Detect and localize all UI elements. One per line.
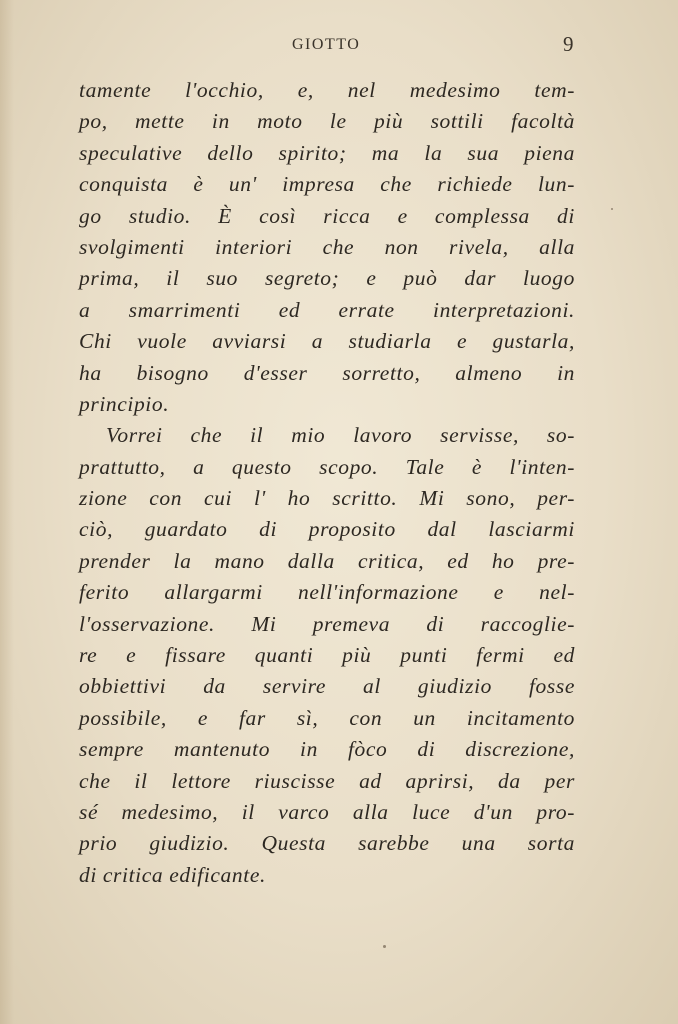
running-title: GIOTTO (292, 36, 361, 53)
text-line: obbiettivi da servire al giudizio fosse (79, 674, 575, 699)
text-line: zione con cui l' ho scritto. Mi sono, per- (79, 486, 575, 511)
text-line: prima, il suo segreto; e può dar luogo (79, 266, 575, 291)
text-line: l'osservazione. Mi premeva di raccoglie- (79, 611, 575, 636)
text-line: prender la mano dalla critica, ed ho pre- (79, 548, 575, 573)
text-line: possibile, e far sì, con un incitamento (79, 705, 575, 730)
text-line: prio giudizio. Questa sarebbe una sorta (79, 831, 575, 856)
text-line: ferito allargarmi nell'informazione e nel- (79, 580, 575, 605)
running-head (0, 34, 678, 58)
text-line: ciò, guardato di proposito dal lasciarmi (79, 517, 575, 542)
text-line: di critica edificante. (79, 862, 266, 887)
text-line: Chi vuole avviarsi a studiarla e gustarla, (79, 329, 575, 354)
paper-speck (611, 208, 613, 210)
text-line: speculative dello spirito; ma la sua piena (79, 140, 575, 165)
text-line: Vorrei che il mio lavoro servisse, so- (106, 423, 575, 448)
text-line: po, mette in moto le più sottili facoltà (79, 109, 575, 134)
text-line: che il lettore riuscisse ad aprirsi, da per (79, 768, 575, 793)
body-text (79, 75, 575, 891)
text-line: go studio. È così ricca e complessa di (79, 203, 575, 228)
page-number: 9 (563, 32, 574, 56)
text-line: conquista è un' impresa che richiede lun- (79, 172, 575, 197)
text-line: ha bisogno d'esser sorretto, almeno in (79, 360, 575, 385)
text-line: re e fissare quanti più punti fermi ed (79, 643, 575, 668)
text-line: a smarrimenti ed errate interpretazioni. (79, 297, 575, 322)
text-line: sempre mantenuto in fòco di discrezione, (79, 737, 575, 762)
text-line: prattutto, a questo scopo. Tale è l'inten- (79, 454, 575, 479)
text-line: principio. (79, 391, 170, 416)
text-line: tamente l'occhio, e, nel medesimo tem- (79, 78, 575, 102)
text-line: svolgimenti interiori che non rivela, alla (79, 234, 575, 259)
paper-speck (383, 945, 386, 948)
text-line: sé medesimo, il varco alla luce d'un pro- (79, 799, 575, 824)
